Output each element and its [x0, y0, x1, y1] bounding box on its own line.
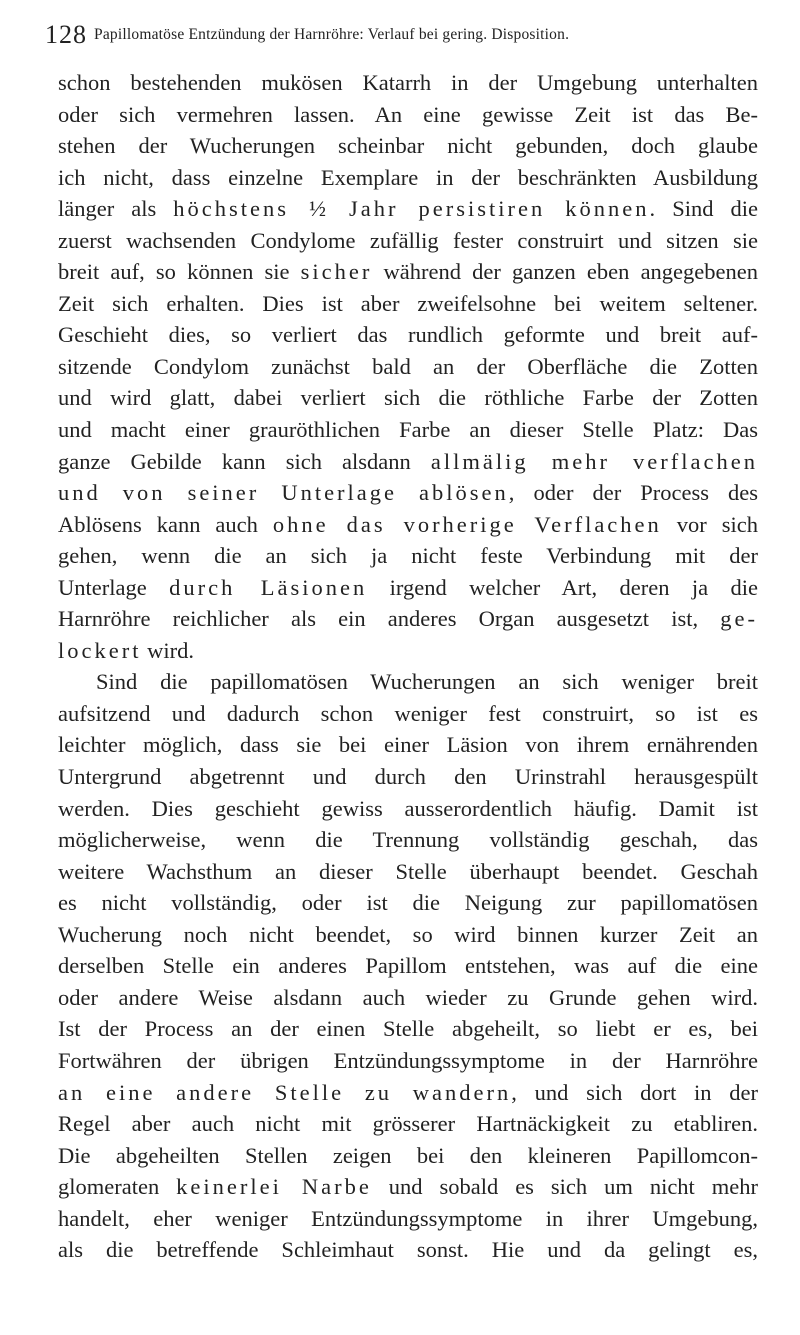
text-line: werden. Dies geschieht gewiss ausserordentlich häufig. Damit ist: [58, 795, 758, 821]
text-line: Geschieht dies, so verliert das rundlich geformte und breit auf-: [58, 322, 758, 348]
text-line: und macht einer grauröthlichen Farbe an dieser Stelle Platz: Das: [58, 417, 758, 443]
spaced-emphasis: durch Läsionen: [169, 574, 368, 600]
running-title: Papillomatöse Entzündung der Harnröhre: Verlauf bei gering. Disposition.: [94, 26, 570, 43]
text-line: aufsitzend und dadurch schon weniger fest construirt, so ist es: [58, 700, 758, 726]
text-line: oder sich vermehren lassen. An eine gewisse Zeit ist das Be-: [58, 101, 758, 127]
text-line: Die abgeheilten Stellen zeigen bei den kleineren Papillomcon-: [58, 1142, 758, 1168]
spaced-emphasis: ohne das vorherige Verflachen: [272, 511, 662, 537]
text-line: zuerst wachsenden Condylome zufällig fester construirt und sitzen sie: [58, 227, 758, 253]
running-head: [0, 20, 800, 50]
text-line: oder andere Weise alsdann auch wieder zu Grunde gehen wird.: [58, 984, 758, 1010]
text-line: schon bestehenden mukösen Katarrh in der Umgebung unterhalten: [58, 70, 758, 95]
text-line: Zeit sich erhalten. Dies ist aber zweifelsohne bei weitem seltener.: [58, 290, 758, 316]
spaced-emphasis: keinerlei Narbe: [176, 1174, 372, 1200]
spaced-emphasis: lockert: [58, 637, 142, 663]
spaced-emphasis: sicher: [300, 259, 373, 285]
text-line: Harnröhre reichlicher als ein anderes Organ ausgesetzt ist, ge-: [58, 606, 758, 632]
text-line: Ist der Process an der einen Stelle abgeheilt, so liebt er es, bei: [58, 1016, 758, 1042]
spaced-emphasis: an eine andere Stelle zu wandern: [58, 1079, 512, 1105]
spaced-emphasis: höchstens ½ Jahr persistiren können: [173, 196, 650, 222]
text-line: Untergrund abgetrennt und durch den Urinstrahl herausgespült: [58, 764, 758, 790]
text-line: Regel aber auch nicht mit grösserer Hartnäckigkeit zu etabliren.: [58, 1111, 758, 1137]
text-line: handelt, eher weniger Entzündungssymptome in ihrer Umgebung,: [58, 1205, 758, 1231]
paragraph-start-line: Sind die papillomatösen Wucherungen an sich weniger breit: [96, 669, 758, 695]
text-line: Fortwähren der übrigen Entzündungssymptome in der Harnröhre: [58, 1047, 758, 1073]
text-line: gehen, wenn die an sich ja nicht feste Verbindung mit der: [58, 543, 758, 569]
text-line: weitere Wachsthum an dieser Stelle überhaupt beendet. Geschah: [58, 858, 758, 884]
text-line: und wird glatt, dabei verliert sich die röthliche Farbe der Zotten: [58, 385, 758, 411]
text-line: derselben Stelle ein anderes Papillom entstehen, was auf die eine: [58, 953, 758, 979]
text-line: lockert wird.: [58, 637, 194, 663]
spaced-emphasis: und von seiner Unterlage ablösen: [58, 480, 509, 506]
text-line: als die betreffende Schleimhaut sonst. Hie und da gelingt es,: [58, 1237, 758, 1263]
text-line: Unterlage durch Läsionen irgend welcher Art, deren ja die: [58, 574, 758, 600]
text-line: es nicht vollständig, oder ist die Neigung zur papillomatösen: [58, 890, 758, 916]
spaced-emphasis: allmälig mehr verflachen: [430, 448, 758, 474]
text-line: leichter möglich, dass sie bei einer Läsion von ihrem ernährenden: [58, 732, 758, 758]
text-line: breit auf, so können sie sicher während der ganzen eben angegebenen: [58, 259, 758, 285]
text-line: möglicherweise, wenn die Trennung vollständig geschah, das: [58, 827, 758, 853]
text-line: glomeraten keinerlei Narbe und sobald es sich um nicht mehr: [58, 1174, 758, 1200]
text-line: sitzende Condylom zunächst bald an der Oberfläche die Zotten: [58, 353, 758, 379]
text-line: stehen der Wucherungen scheinbar nicht gebunden, doch glaube: [58, 133, 758, 159]
text-line: und von seiner Unterlage ablösen, oder der Process des: [58, 480, 758, 506]
text-line: Ablösens kann auch ohne das vorherige Verflachen vor sich: [58, 511, 758, 537]
text-line: ganze Gebilde kann sich alsdann allmälig mehr verflachen: [58, 448, 758, 474]
page-number: 128: [45, 20, 87, 49]
body-text: [58, 67, 758, 1266]
text-line: Wucherung noch nicht beendet, so wird binnen kurzer Zeit an: [58, 921, 758, 947]
text-line: länger als höchstens ½ Jahr persistiren können. Sind die: [58, 196, 758, 222]
text-line: ich nicht, dass einzelne Exemplare in der beschränkten Ausbildung: [58, 164, 758, 190]
text-line: an eine andere Stelle zu wandern, und sich dort in der: [58, 1079, 759, 1105]
spaced-emphasis: ge-: [720, 606, 758, 632]
